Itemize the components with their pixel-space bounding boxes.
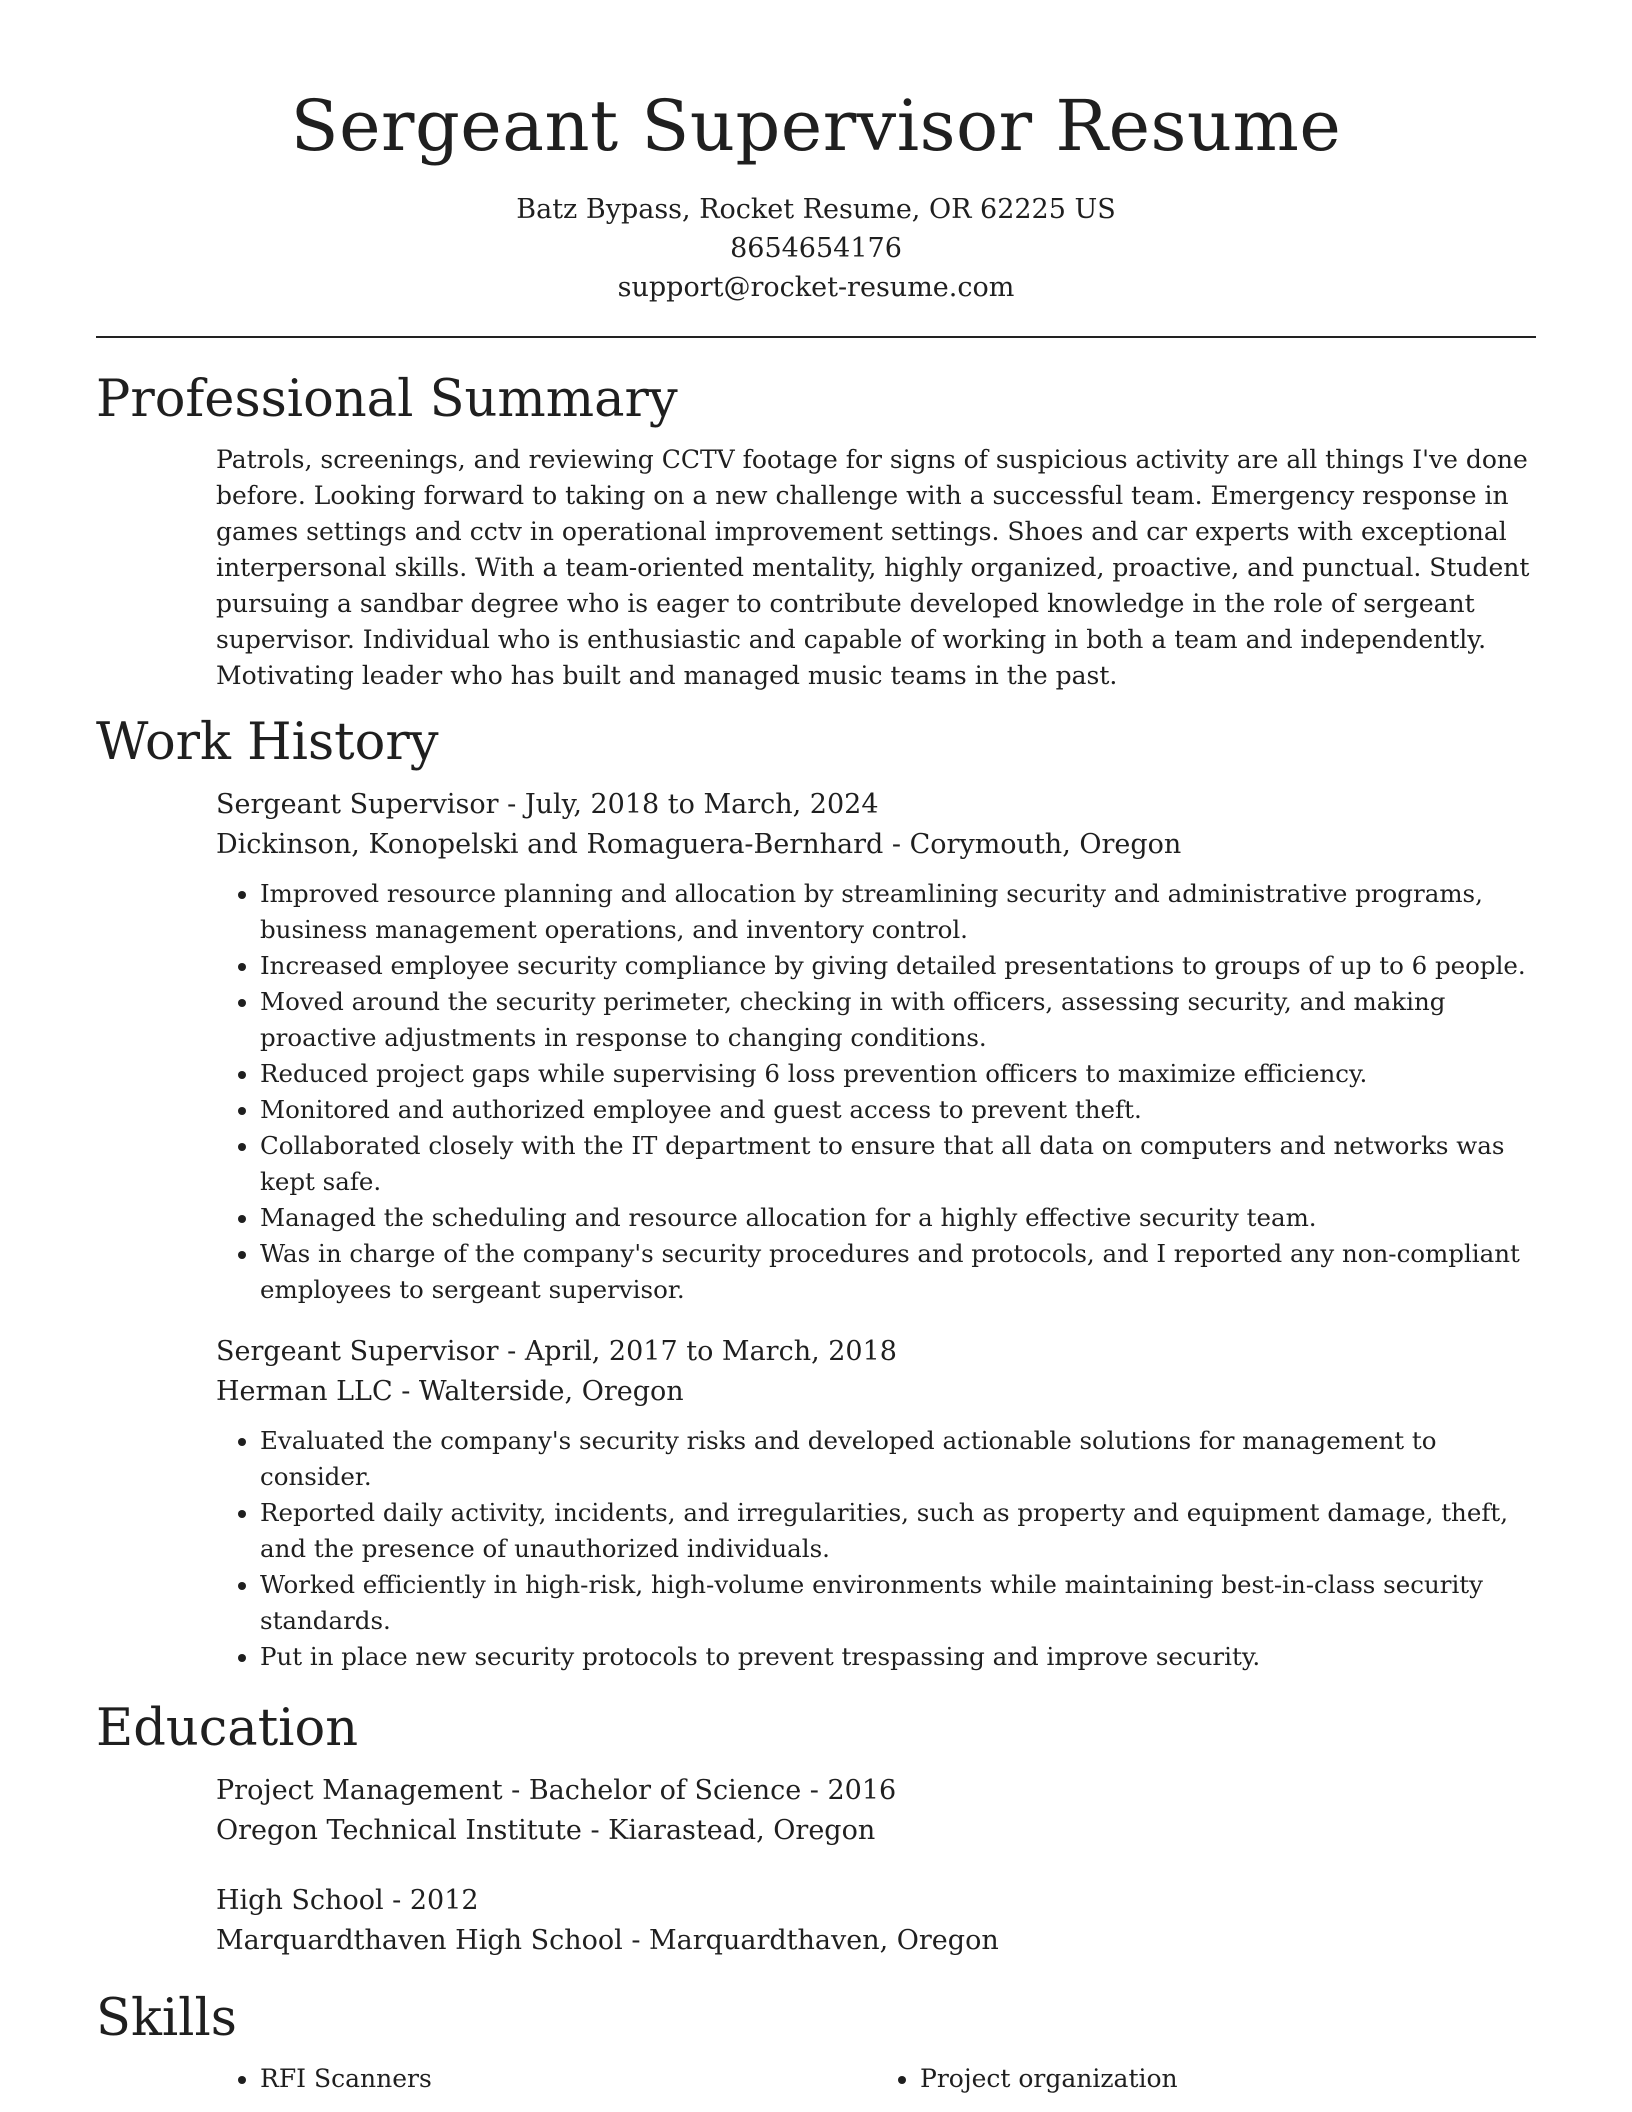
job-bullet: • Moved around the security perimeter, checking in with officers, assessing security, and making proactive adjustments in response to changing conditions. (260, 984, 1536, 1056)
skills-grid (216, 2061, 1536, 2097)
job-bullet-list (216, 1423, 1536, 1675)
contact-address: Batz Bypass, Rocket Resume, OR 62225 US (516, 194, 1116, 225)
header-divider (96, 336, 1536, 338)
education-entry (216, 1881, 1536, 1961)
education-degree-line: High School - 2012 (216, 1885, 479, 1916)
section-heading: Skills (96, 1989, 237, 2048)
job-bullet: • Worked efficiently in high-risk, high-volume environments while maintaining best-in-class security standards. (260, 1567, 1536, 1639)
education-school-line: Oregon Technical Institute - Kiarastead, Oregon (216, 1815, 876, 1846)
contact-phone: 8654654176 (730, 233, 902, 264)
skills-column-left (216, 2061, 876, 2097)
education-section (96, 1697, 1536, 1961)
job-title-line: Sergeant Supervisor - July, 2018 to March, 2024 (216, 789, 879, 820)
skill-item: • Project organization (920, 2061, 1536, 2097)
professional-summary-section (96, 368, 1536, 694)
section-heading: Work History (96, 713, 439, 772)
skills-column-right (876, 2061, 1536, 2097)
skill-item: • RFI Scanners (260, 2061, 876, 2097)
contact-email: support@rocket-resume.com (617, 272, 1015, 303)
job-bullet: • Was in charge of the company's security procedures and protocols, and I reported any non-compliant employees to sergeant supervisor. (260, 1236, 1536, 1308)
education-school-line: Marquardthaven High School - Marquardthaven, Oregon (216, 1925, 999, 1956)
job-bullet: • Put in place new security protocols to prevent trespassing and improve security. (260, 1639, 1536, 1675)
job-bullet: • Reported daily activity, incidents, and irregularities, such as property and equipment damage, theft, and the presence of unauthorized individuals. (260, 1495, 1536, 1567)
job-bullet: • Monitored and authorized employee and guest access to prevent theft. (260, 1092, 1536, 1128)
job-bullet-list (216, 876, 1536, 1308)
job-bullet: • Reduced project gaps while supervising 6 loss prevention officers to maximize efficiency. (260, 1056, 1536, 1092)
resume-page (96, 0, 1536, 2097)
job-bullet: • Improved resource planning and allocation by streamlining security and administrative programs, business management operations, and inventory control. (260, 876, 1536, 948)
resume-title: Sergeant Supervisor Resume (290, 85, 1342, 167)
job-company-line: Herman LLC - Walterside, Oregon (216, 1376, 684, 1407)
job-bullet: • Collaborated closely with the IT department to ensure that all data on computers and networks was kept safe. (260, 1128, 1536, 1200)
education-entry (216, 1771, 1536, 1851)
summary-text: Patrols, screenings, and reviewing CCTV footage for signs of suspicious activity are all things I've done before. Looking forward to taking on a new challenge with a successful team. Emergency response in games settings and cctv in operational improvement settings. Shoes and car experts with exceptional interpersonal skills. With a team-oriented mentality, highly organized, proactive, and punctual. Student pursuing a sandbar degree who is eager to contribute developed knowledge in the role of sergeant supervisor. Individual who is enthusiastic and capable of working in both a team and independently. Motivating leader who has built and managed music teams in the past. (216, 445, 1530, 690)
education-degree-line: Project Management - Bachelor of Science - 2016 (216, 1775, 897, 1806)
resume-header (96, 84, 1536, 307)
job-bullet: • Increased employee security compliance by giving detailed presentations to groups of up to 6 people. (260, 948, 1536, 984)
section-heading: Education (96, 1699, 359, 1758)
job-company-line: Dickinson, Konopelski and Romaguera-Bernhard - Corymouth, Oregon (216, 829, 1182, 860)
contact-info (96, 190, 1536, 307)
job-title-line: Sergeant Supervisor - April, 2017 to March, 2018 (216, 1336, 897, 1367)
job-bullet: • Evaluated the company's security risks and developed actionable solutions for management to consider. (260, 1423, 1536, 1495)
job-bullet: • Managed the scheduling and resource allocation for a highly effective security team. (260, 1200, 1536, 1236)
skills-section (96, 1987, 1536, 2097)
work-history-section (96, 711, 1536, 1675)
section-heading: Professional Summary (96, 370, 678, 429)
job-entry (216, 1332, 1536, 1675)
job-entry (216, 785, 1536, 1308)
